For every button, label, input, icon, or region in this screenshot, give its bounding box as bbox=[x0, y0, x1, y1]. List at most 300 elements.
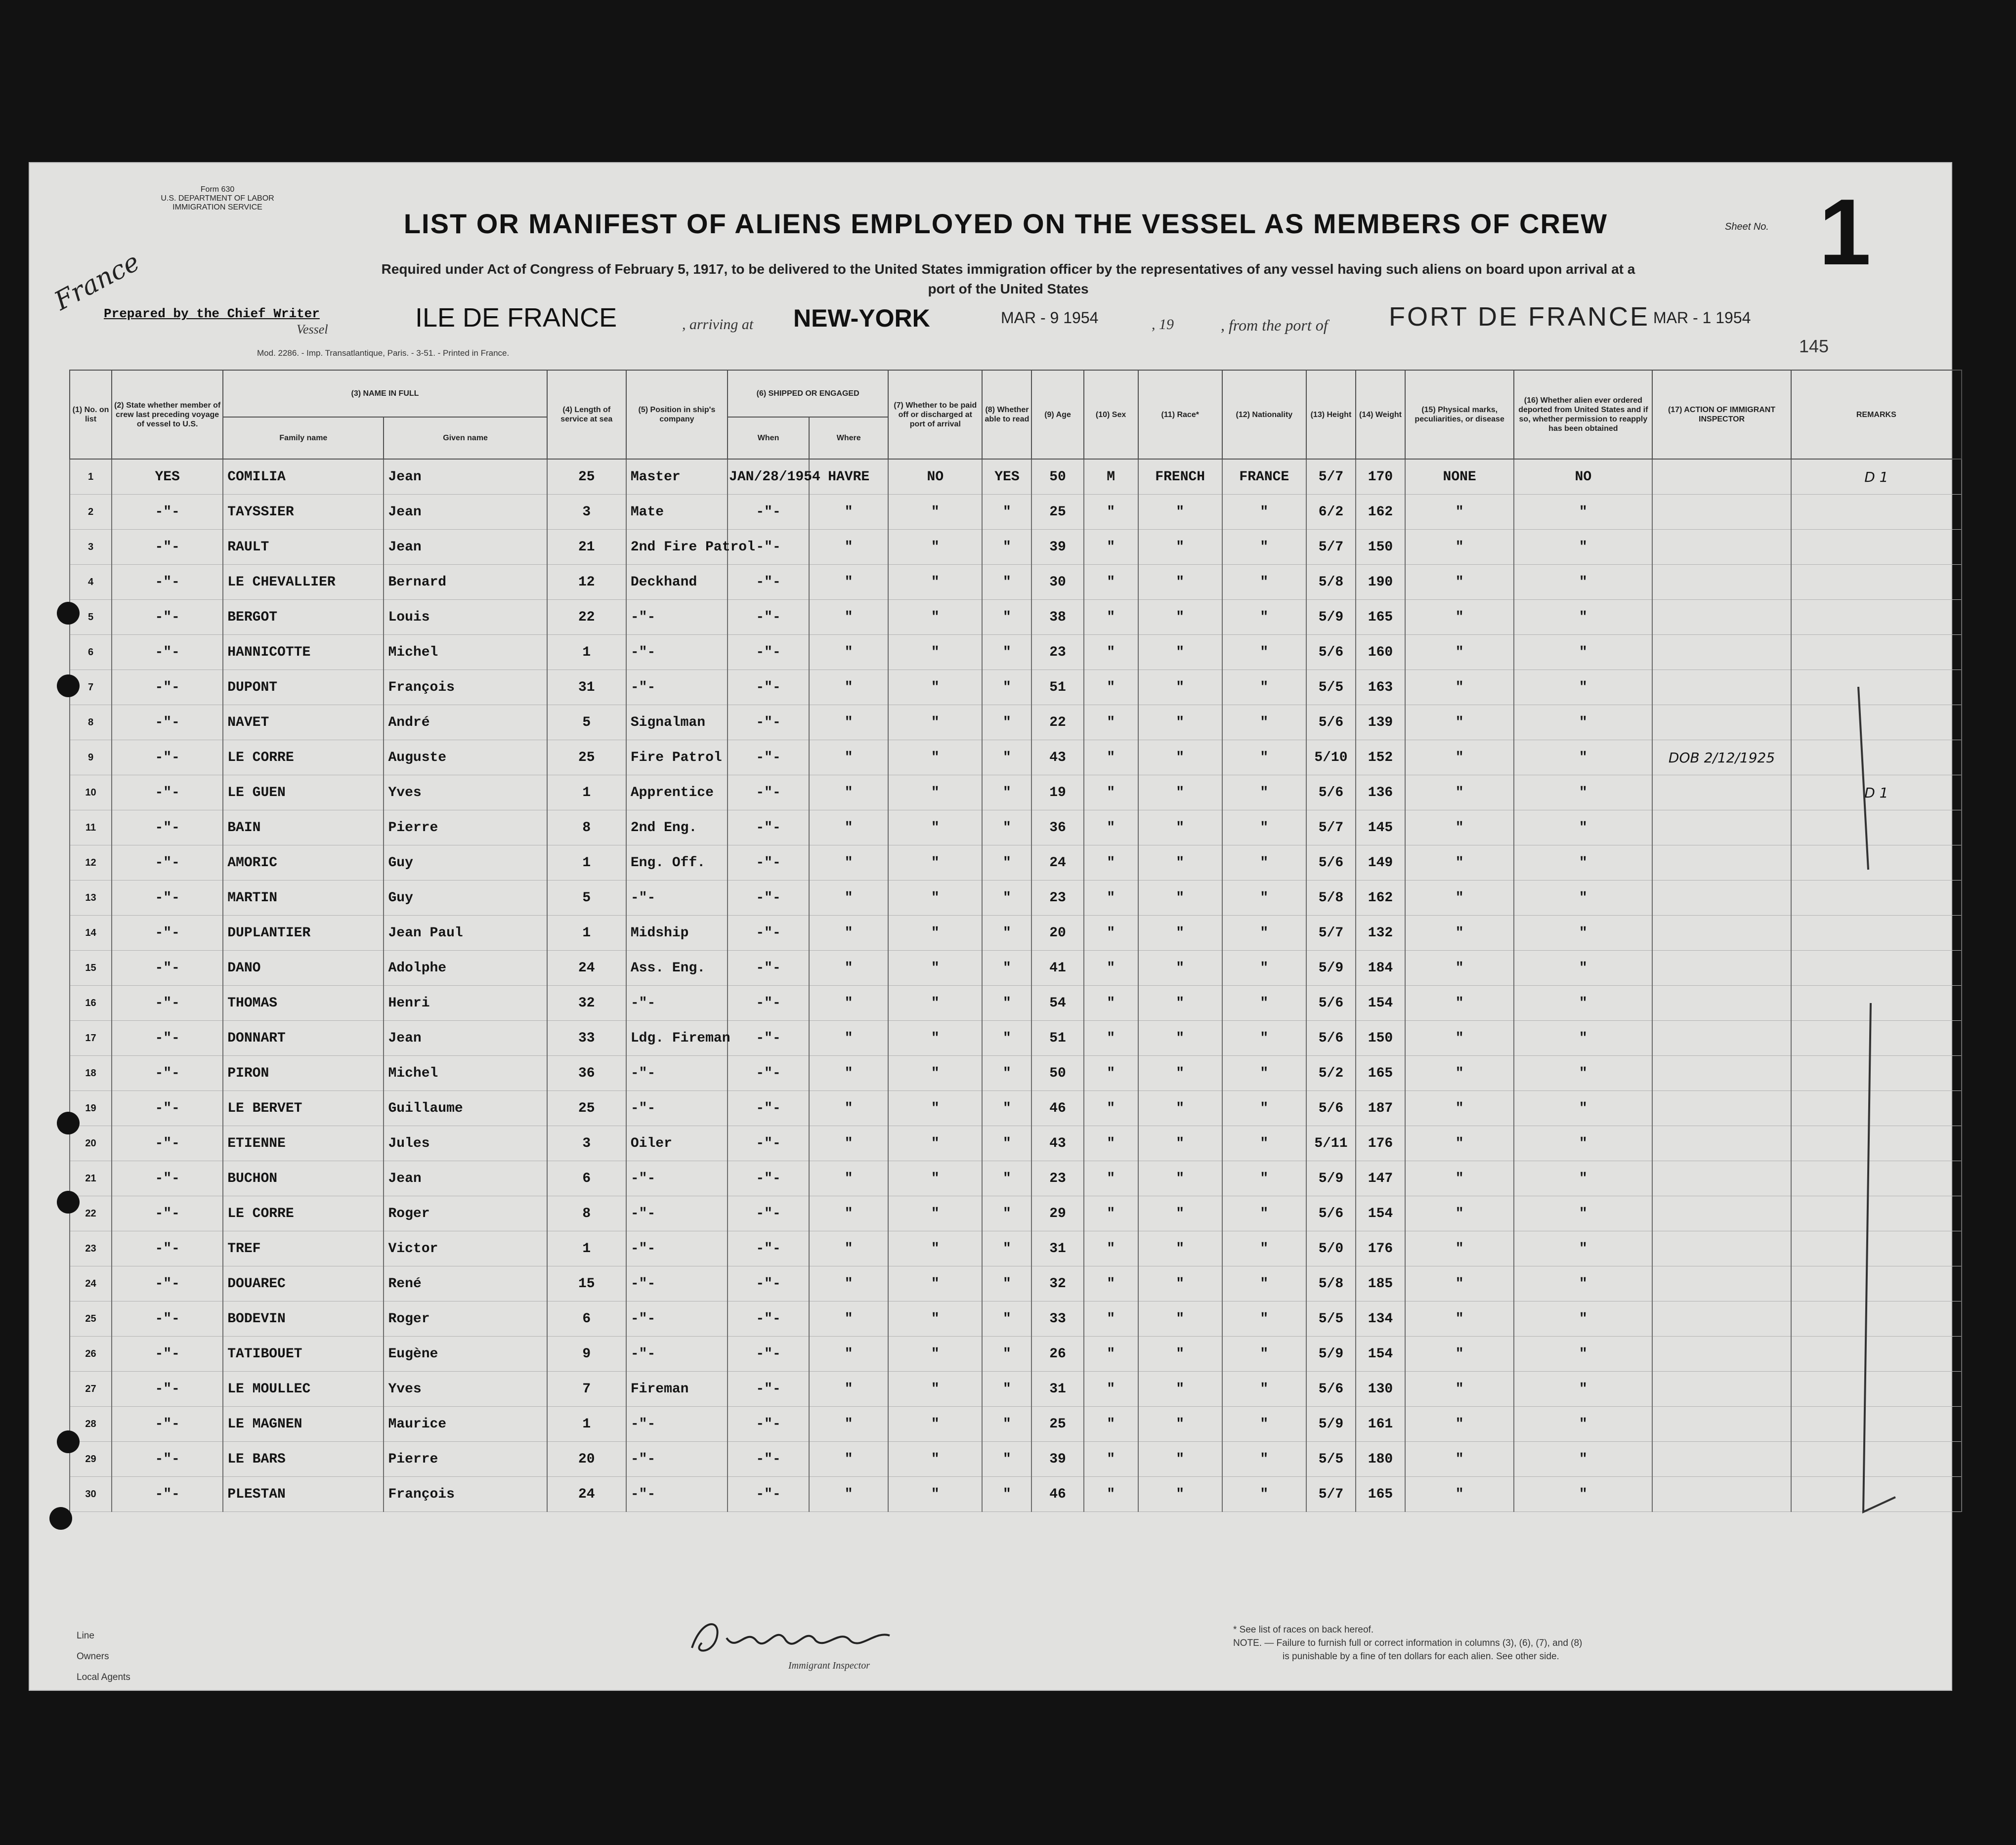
cell-length: 24 bbox=[547, 1477, 626, 1512]
cell-age: 39 bbox=[1031, 530, 1083, 565]
cell-height: 5/10 bbox=[1306, 740, 1356, 775]
cell-paid: " bbox=[888, 530, 982, 565]
cell-age: 39 bbox=[1031, 1442, 1083, 1477]
cell-read: " bbox=[982, 1301, 1031, 1337]
cell-age: 32 bbox=[1031, 1266, 1083, 1301]
cell-deported: " bbox=[1514, 1477, 1652, 1512]
cell-state: -"- bbox=[112, 1337, 223, 1372]
cell-given: André bbox=[384, 705, 547, 740]
header-family: Family name bbox=[223, 417, 384, 459]
cell-paid: " bbox=[888, 1196, 982, 1231]
cell-race: " bbox=[1138, 1021, 1222, 1056]
cell-where: " bbox=[809, 1407, 888, 1442]
cell-no: 6 bbox=[70, 635, 112, 670]
cell-when: -"- bbox=[728, 530, 809, 565]
vessel-name: ILE DE FRANCE bbox=[415, 303, 617, 333]
manifest-subtitle bbox=[193, 259, 1824, 299]
cell-family: AMORIC bbox=[223, 845, 384, 881]
cell-paid: " bbox=[888, 951, 982, 986]
cell-given: Jules bbox=[384, 1126, 547, 1161]
cell-deported: NO bbox=[1514, 459, 1652, 495]
cell-deported: " bbox=[1514, 881, 1652, 916]
cell-paid: " bbox=[888, 1161, 982, 1196]
header-height: (13) Height bbox=[1306, 370, 1356, 459]
cell-where: " bbox=[809, 1301, 888, 1337]
cell-race: " bbox=[1138, 740, 1222, 775]
cell-family: TREF bbox=[223, 1231, 384, 1266]
cell-no: 4 bbox=[70, 565, 112, 600]
cell-paid: " bbox=[888, 881, 982, 916]
cell-position: Midship bbox=[626, 916, 728, 951]
cell-given: René bbox=[384, 1266, 547, 1301]
cell-physical: " bbox=[1405, 600, 1514, 635]
cell-family: MARTIN bbox=[223, 881, 384, 916]
cell-no: 3 bbox=[70, 530, 112, 565]
remarks-bracket-mark bbox=[1848, 796, 1908, 1660]
cell-given: Guy bbox=[384, 881, 547, 916]
cell-length: 8 bbox=[547, 1196, 626, 1231]
cell-where: " bbox=[809, 810, 888, 845]
cell-action bbox=[1652, 1266, 1791, 1301]
cell-sex: " bbox=[1084, 986, 1138, 1021]
cell-given: Jean bbox=[384, 459, 547, 495]
cell-deported: " bbox=[1514, 775, 1652, 810]
cell-read: " bbox=[982, 1056, 1031, 1091]
header-deported: (16) Whether alien ever ordered deported from United States and if so, whether permission to reapply has been obtained bbox=[1514, 370, 1652, 459]
cell-length: 1 bbox=[547, 775, 626, 810]
cell-race: " bbox=[1138, 1266, 1222, 1301]
header-where: Where bbox=[809, 417, 888, 459]
cell-state: -"- bbox=[112, 740, 223, 775]
cell-family: DONNART bbox=[223, 1021, 384, 1056]
cell-read: " bbox=[982, 1196, 1031, 1231]
cell-age: 23 bbox=[1031, 1161, 1083, 1196]
cell-position: Master bbox=[626, 459, 728, 495]
cell-read: " bbox=[982, 1091, 1031, 1126]
cell-weight: 139 bbox=[1356, 705, 1405, 740]
cell-given: François bbox=[384, 1477, 547, 1512]
cell-family: TATIBOUET bbox=[223, 1337, 384, 1372]
cell-action bbox=[1652, 881, 1791, 916]
header-length: (4) Length of service at sea bbox=[547, 370, 626, 459]
cell-length: 36 bbox=[547, 1056, 626, 1091]
cell-action bbox=[1652, 916, 1791, 951]
cell-age: 31 bbox=[1031, 1372, 1083, 1407]
cell-no: 12 bbox=[70, 845, 112, 881]
cell-state: -"- bbox=[112, 705, 223, 740]
cell-where: " bbox=[809, 845, 888, 881]
cell-where: " bbox=[809, 705, 888, 740]
cell-deported: " bbox=[1514, 635, 1652, 670]
cell-position: -"- bbox=[626, 986, 728, 1021]
cell-age: 29 bbox=[1031, 1196, 1083, 1231]
cell-state: -"- bbox=[112, 1266, 223, 1301]
header-read: (8) Whether able to read bbox=[982, 370, 1031, 459]
cell-when: -"- bbox=[728, 1056, 809, 1091]
note-line-1: NOTE. — Failure to furnish full or correct information in columns (3), (6), (7), and (8) bbox=[1233, 1638, 1583, 1648]
cell-action bbox=[1652, 1477, 1791, 1512]
cell-position: -"- bbox=[626, 1161, 728, 1196]
cell-family: BUCHON bbox=[223, 1161, 384, 1196]
cell-nationality: " bbox=[1222, 1021, 1306, 1056]
cell-given: Guy bbox=[384, 845, 547, 881]
cell-position: Fireman bbox=[626, 1372, 728, 1407]
vessel-label: Vessel bbox=[297, 322, 328, 336]
header-action: (17) ACTION OF IMMIGRANT INSPECTOR bbox=[1652, 370, 1791, 459]
cell-height: 5/5 bbox=[1306, 1301, 1356, 1337]
cell-deported: " bbox=[1514, 740, 1652, 775]
cell-where: " bbox=[809, 495, 888, 530]
cell-position: Deckhand bbox=[626, 565, 728, 600]
from-port-label: , from the port of bbox=[1221, 316, 1328, 334]
cell-sex: M bbox=[1084, 459, 1138, 495]
cell-weight: 176 bbox=[1356, 1231, 1405, 1266]
departure-date-stamp: MAR - 1 1954 bbox=[1653, 309, 1751, 327]
cell-remarks bbox=[1791, 565, 1962, 600]
cell-height: 5/6 bbox=[1306, 986, 1356, 1021]
cell-family: LE GUEN bbox=[223, 775, 384, 810]
cell-read: " bbox=[982, 670, 1031, 705]
cell-family: LE CORRE bbox=[223, 740, 384, 775]
cell-where: " bbox=[809, 775, 888, 810]
cell-age: 46 bbox=[1031, 1477, 1083, 1512]
cell-paid: " bbox=[888, 1477, 982, 1512]
cell-read: " bbox=[982, 881, 1031, 916]
cell-deported: " bbox=[1514, 1407, 1652, 1442]
cell-weight: 134 bbox=[1356, 1301, 1405, 1337]
cell-length: 5 bbox=[547, 881, 626, 916]
cell-height: 5/2 bbox=[1306, 1056, 1356, 1091]
cell-given: Roger bbox=[384, 1301, 547, 1337]
cell-age: 20 bbox=[1031, 916, 1083, 951]
cell-age: 43 bbox=[1031, 740, 1083, 775]
cell-state: -"- bbox=[112, 775, 223, 810]
cell-given: Bernard bbox=[384, 565, 547, 600]
cell-physical: " bbox=[1405, 986, 1514, 1021]
cell-remarks: D 1 bbox=[1791, 775, 1962, 810]
table-row bbox=[70, 1407, 1962, 1442]
cell-where: " bbox=[809, 1442, 888, 1477]
cell-when: -"- bbox=[728, 600, 809, 635]
header-nationality: (12) Nationality bbox=[1222, 370, 1306, 459]
cell-state: -"- bbox=[112, 881, 223, 916]
cell-read: " bbox=[982, 1021, 1031, 1056]
cell-position: Signalman bbox=[626, 705, 728, 740]
cell-remarks bbox=[1791, 600, 1962, 635]
cell-sex: " bbox=[1084, 1301, 1138, 1337]
cell-deported: " bbox=[1514, 1021, 1652, 1056]
cell-deported: " bbox=[1514, 1091, 1652, 1126]
cell-family: LE MOULLEC bbox=[223, 1372, 384, 1407]
cell-age: 25 bbox=[1031, 495, 1083, 530]
cell-no: 20 bbox=[70, 1126, 112, 1161]
cell-where: " bbox=[809, 1477, 888, 1512]
cell-nationality: " bbox=[1222, 951, 1306, 986]
cell-read: " bbox=[982, 1442, 1031, 1477]
cell-height: 5/8 bbox=[1306, 1266, 1356, 1301]
cell-family: COMILIA bbox=[223, 459, 384, 495]
cell-no: 7 bbox=[70, 670, 112, 705]
cell-position: -"- bbox=[626, 1407, 728, 1442]
cell-state: -"- bbox=[112, 635, 223, 670]
header-age: (9) Age bbox=[1031, 370, 1083, 459]
cell-given: Pierre bbox=[384, 1442, 547, 1477]
cell-weight: 165 bbox=[1356, 600, 1405, 635]
cell-no: 26 bbox=[70, 1337, 112, 1372]
cell-length: 6 bbox=[547, 1301, 626, 1337]
cell-weight: 154 bbox=[1356, 1196, 1405, 1231]
cell-no: 19 bbox=[70, 1091, 112, 1126]
cell-age: 22 bbox=[1031, 705, 1083, 740]
cell-weight: 161 bbox=[1356, 1407, 1405, 1442]
cell-position: Fire Patrol bbox=[626, 740, 728, 775]
cell-action bbox=[1652, 810, 1791, 845]
cell-deported: " bbox=[1514, 951, 1652, 986]
cell-when: -"- bbox=[728, 740, 809, 775]
footnote bbox=[1233, 1623, 1826, 1663]
cell-action bbox=[1652, 986, 1791, 1021]
cell-race: " bbox=[1138, 1372, 1222, 1407]
cell-paid: " bbox=[888, 1301, 982, 1337]
punch-hole bbox=[57, 1430, 80, 1453]
page-number: 145 bbox=[1799, 336, 1829, 356]
cell-race: " bbox=[1138, 775, 1222, 810]
cell-where: " bbox=[809, 951, 888, 986]
cell-age: 38 bbox=[1031, 600, 1083, 635]
cell-length: 1 bbox=[547, 845, 626, 881]
cell-when: -"- bbox=[728, 1266, 809, 1301]
cell-where: HAVRE bbox=[809, 459, 888, 495]
cell-when: -"- bbox=[728, 1161, 809, 1196]
cell-nationality: " bbox=[1222, 1372, 1306, 1407]
cell-when: -"- bbox=[728, 1442, 809, 1477]
cell-weight: 149 bbox=[1356, 845, 1405, 881]
cell-no: 9 bbox=[70, 740, 112, 775]
cell-physical: " bbox=[1405, 495, 1514, 530]
cell-no: 13 bbox=[70, 881, 112, 916]
cell-no: 28 bbox=[70, 1407, 112, 1442]
cell-weight: 150 bbox=[1356, 530, 1405, 565]
cell-nationality: " bbox=[1222, 705, 1306, 740]
cell-height: 5/0 bbox=[1306, 1231, 1356, 1266]
table-row bbox=[70, 881, 1962, 916]
cell-paid: " bbox=[888, 810, 982, 845]
cell-weight: 163 bbox=[1356, 670, 1405, 705]
cell-read: " bbox=[982, 1407, 1031, 1442]
table-row bbox=[70, 495, 1962, 530]
cell-race: " bbox=[1138, 670, 1222, 705]
cell-action bbox=[1652, 1372, 1791, 1407]
cell-paid: " bbox=[888, 1407, 982, 1442]
cell-length: 12 bbox=[547, 565, 626, 600]
cell-when: -"- bbox=[728, 1407, 809, 1442]
cell-when: -"- bbox=[728, 1196, 809, 1231]
form-number: Form 630 bbox=[200, 185, 235, 194]
cell-remarks bbox=[1791, 495, 1962, 530]
table-row bbox=[70, 1126, 1962, 1161]
cell-position: -"- bbox=[626, 1266, 728, 1301]
manifest-rows bbox=[70, 459, 1962, 1512]
cell-height: 5/5 bbox=[1306, 670, 1356, 705]
cell-nationality: " bbox=[1222, 1337, 1306, 1372]
cell-length: 1 bbox=[547, 1231, 626, 1266]
cell-given: Roger bbox=[384, 1196, 547, 1231]
cell-paid: " bbox=[888, 1126, 982, 1161]
cell-weight: 180 bbox=[1356, 1442, 1405, 1477]
cell-when: -"- bbox=[728, 881, 809, 916]
prepared-by: Prepared by the Chief Writer bbox=[104, 306, 320, 321]
header-position: (5) Position in ship's company bbox=[626, 370, 728, 459]
cell-read: " bbox=[982, 635, 1031, 670]
cell-when: -"- bbox=[728, 986, 809, 1021]
cell-length: 32 bbox=[547, 986, 626, 1021]
cell-height: 5/6 bbox=[1306, 705, 1356, 740]
cell-family: LE MAGNEN bbox=[223, 1407, 384, 1442]
cell-age: 23 bbox=[1031, 635, 1083, 670]
cell-deported: " bbox=[1514, 1372, 1652, 1407]
cell-no: 23 bbox=[70, 1231, 112, 1266]
cell-read: " bbox=[982, 810, 1031, 845]
cell-race: " bbox=[1138, 1126, 1222, 1161]
cell-race: FRENCH bbox=[1138, 459, 1222, 495]
cell-where: " bbox=[809, 1161, 888, 1196]
cell-given: Jean bbox=[384, 495, 547, 530]
arrival-port: NEW-YORK bbox=[793, 304, 930, 332]
cell-sex: " bbox=[1084, 1231, 1138, 1266]
cell-height: 5/5 bbox=[1306, 1442, 1356, 1477]
cell-weight: 165 bbox=[1356, 1477, 1405, 1512]
cell-physical: " bbox=[1405, 881, 1514, 916]
cell-length: 1 bbox=[547, 916, 626, 951]
cell-nationality: " bbox=[1222, 530, 1306, 565]
cell-no: 29 bbox=[70, 1442, 112, 1477]
line-label: Line bbox=[77, 1631, 94, 1641]
cell-family: LE CORRE bbox=[223, 1196, 384, 1231]
cell-where: " bbox=[809, 881, 888, 916]
table-row bbox=[70, 1372, 1962, 1407]
cell-remarks bbox=[1791, 740, 1962, 775]
cell-read: " bbox=[982, 1337, 1031, 1372]
cell-nationality: " bbox=[1222, 1301, 1306, 1337]
cell-position: -"- bbox=[626, 1442, 728, 1477]
punch-hole bbox=[57, 674, 80, 697]
cell-weight: 154 bbox=[1356, 986, 1405, 1021]
cell-position: -"- bbox=[626, 635, 728, 670]
cell-read: " bbox=[982, 565, 1031, 600]
cell-age: 50 bbox=[1031, 459, 1083, 495]
cell-deported: " bbox=[1514, 1301, 1652, 1337]
cell-family: HANNICOTTE bbox=[223, 635, 384, 670]
table-row bbox=[70, 705, 1962, 740]
cell-sex: " bbox=[1084, 600, 1138, 635]
cell-nationality: " bbox=[1222, 916, 1306, 951]
cell-family: DANO bbox=[223, 951, 384, 986]
cell-age: 36 bbox=[1031, 810, 1083, 845]
cell-action bbox=[1652, 600, 1791, 635]
cell-length: 15 bbox=[547, 1266, 626, 1301]
table-row bbox=[70, 530, 1962, 565]
cell-paid: " bbox=[888, 1442, 982, 1477]
cell-action bbox=[1652, 951, 1791, 986]
cell-position: Apprentice bbox=[626, 775, 728, 810]
cell-sex: " bbox=[1084, 1372, 1138, 1407]
cell-weight: 145 bbox=[1356, 810, 1405, 845]
cell-age: 50 bbox=[1031, 1056, 1083, 1091]
header-no: (1) No. on list bbox=[70, 370, 112, 459]
cell-read: " bbox=[982, 705, 1031, 740]
cell-when: -"- bbox=[728, 670, 809, 705]
note-line-2: is punishable by a fine of ten dollars for each alien. See other side. bbox=[1283, 1651, 1559, 1662]
cell-given: François bbox=[384, 670, 547, 705]
cell-sex: " bbox=[1084, 565, 1138, 600]
departure-port: FORT DE FRANCE bbox=[1389, 302, 1650, 332]
cell-position: 2nd Eng. bbox=[626, 810, 728, 845]
cell-deported: " bbox=[1514, 1337, 1652, 1372]
punch-hole bbox=[49, 1507, 72, 1530]
cell-physical: " bbox=[1405, 530, 1514, 565]
cell-paid: " bbox=[888, 775, 982, 810]
cell-given: Jean bbox=[384, 1161, 547, 1196]
cell-race: " bbox=[1138, 565, 1222, 600]
cell-physical: " bbox=[1405, 1231, 1514, 1266]
cell-where: " bbox=[809, 1126, 888, 1161]
cell-deported: " bbox=[1514, 670, 1652, 705]
cell-race: " bbox=[1138, 1056, 1222, 1091]
table-row bbox=[70, 1161, 1962, 1196]
cell-when: -"- bbox=[728, 845, 809, 881]
cell-family: TAYSSIER bbox=[223, 495, 384, 530]
header-paid: (7) Whether to be paid off or discharged at port of arrival bbox=[888, 370, 982, 459]
cell-action bbox=[1652, 1161, 1791, 1196]
cell-deported: " bbox=[1514, 1126, 1652, 1161]
cell-state: -"- bbox=[112, 845, 223, 881]
table-row bbox=[70, 775, 1962, 810]
cell-sex: " bbox=[1084, 705, 1138, 740]
cell-paid: " bbox=[888, 1056, 982, 1091]
cell-family: BERGOT bbox=[223, 600, 384, 635]
cell-length: 20 bbox=[547, 1442, 626, 1477]
cell-given: Michel bbox=[384, 635, 547, 670]
inspector-label: Immigrant Inspector bbox=[788, 1660, 870, 1671]
cell-age: 46 bbox=[1031, 1091, 1083, 1126]
table-row bbox=[70, 810, 1962, 845]
cell-position: -"- bbox=[626, 1196, 728, 1231]
cell-physical: " bbox=[1405, 1266, 1514, 1301]
cell-race: " bbox=[1138, 495, 1222, 530]
cell-action bbox=[1652, 1056, 1791, 1091]
cell-physical: " bbox=[1405, 705, 1514, 740]
cell-nationality: " bbox=[1222, 1231, 1306, 1266]
cell-sex: " bbox=[1084, 740, 1138, 775]
cell-state: -"- bbox=[112, 670, 223, 705]
header-state: (2) State whether member of crew last preceding voyage of vessel to U.S. bbox=[112, 370, 223, 459]
cell-deported: " bbox=[1514, 705, 1652, 740]
cell-no: 15 bbox=[70, 951, 112, 986]
cell-race: " bbox=[1138, 1407, 1222, 1442]
cell-state: YES bbox=[112, 459, 223, 495]
cell-race: " bbox=[1138, 986, 1222, 1021]
cell-physical: " bbox=[1405, 1301, 1514, 1337]
cell-given: Michel bbox=[384, 1056, 547, 1091]
cell-race: " bbox=[1138, 1301, 1222, 1337]
cell-paid: " bbox=[888, 1021, 982, 1056]
cell-position: -"- bbox=[626, 670, 728, 705]
cell-height: 5/7 bbox=[1306, 1477, 1356, 1512]
header-shipped-group: (6) SHIPPED OR ENGAGED bbox=[728, 370, 888, 417]
cell-read: " bbox=[982, 916, 1031, 951]
cell-no: 24 bbox=[70, 1266, 112, 1301]
table-row bbox=[70, 635, 1962, 670]
